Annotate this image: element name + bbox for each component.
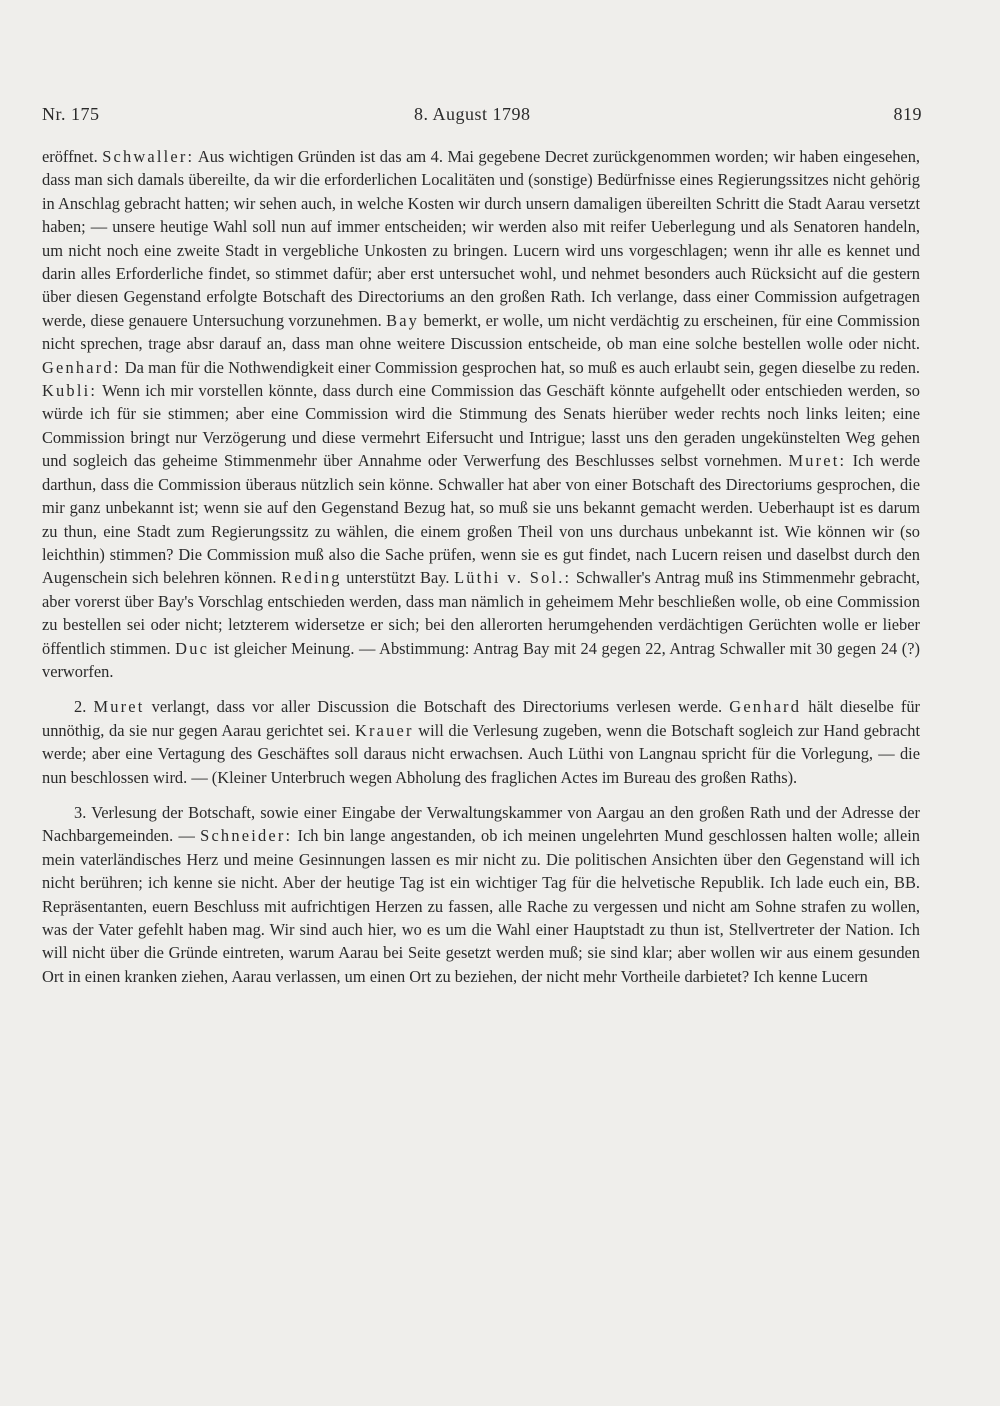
paragraph-1 bbox=[42, 145, 920, 683]
speaker-name: Muret: bbox=[788, 451, 847, 471]
text-run: Wenn ich mir vorstellen könnte, dass durch eine Commission das Geschäft könnte aufgehellt oder entschieden werden, so würde ich für sie stimmen; aber eine Commission wird die Stimmung des Senats hierüber weder rechts noch links leiten; eine Commission bringt nur Verzögerung und diese vermehrt Eifersucht und Intrigue; lasst uns den geraden ungekünstelten Weg gehen und sogleich das geheime Stimmenmehr über Annahme oder Verwerfung des Beschlusses selbst vornehmen. bbox=[42, 381, 920, 471]
document-date: 8. August 1798 bbox=[414, 104, 531, 124]
text-run: Da man für die Nothwendigkeit einer Commission gesprochen hat, so muß es auch erlaubt sein, gegen dieselbe zu reden. bbox=[120, 357, 920, 377]
text-run: 2. bbox=[74, 697, 94, 717]
text-run: unterstützt Bay. bbox=[341, 568, 455, 588]
speaker-name: Genhard: bbox=[42, 357, 121, 377]
text-run: hält dieselbe für unnöthig, da sie nur gegen Aarau gerichtet sei. bbox=[42, 697, 920, 740]
document-number: Nr. 175 bbox=[42, 104, 100, 124]
page-header bbox=[42, 104, 922, 130]
text-run: bemerkt, er wolle, um nicht verdächtig zu erscheinen, für eine Commission nicht sprechen, trage absr darauf an, dass man ohne weitere Discussion entscheide, ob man eine solche bestellen wolle oder nicht. bbox=[42, 310, 920, 354]
text-run: 3. Verlesung der Botschaft, sowie einer Eingabe der Verwaltungskammer von Aargau an den großen Rath und der Adresse der Nachbargemeinden. — bbox=[42, 802, 920, 846]
speaker-name: Genhard bbox=[729, 697, 802, 717]
speaker-name: Reding bbox=[281, 568, 342, 588]
speaker-name: Lüthi v. Sol.: bbox=[454, 568, 572, 588]
text-run: Aus wichtigen Gründen ist das am 4. Mai gegebene Decret zurückgenommen worden; wir haben eingesehen, dass man sich damals übereilte, da wir die erforderlichen Localitäten und (sonstige) Bedürfnisse eines Regierungssitzes nicht gehörig in Anschlag gebracht hatten; wir sehen auch, in welche Kosten wir durch unsern damaligen übereilten Schritt die Stadt Aarau versetzt haben; — unsere heutige Wahl soll nun auf immer entscheiden; wir werden also mit reifer Ueberlegung und als Senatoren handeln, um nicht noch eine zweite Stadt in vergebliche Unkosten zu bringen. Lucern wird uns vorgeschlagen; wenn ihr alle es kennet und darin alles Erforderliche findet, so stimmet dafür; aber erst untersuchet wohl, und nehmet besonders auch Rücksicht auf die gestern über diesen Gegenstand erfolgte Botschaft des Directoriums an den großen Rath. Ich verlange, dass einer Commission aufgetragen werde, diese genauere Untersuchung vorzunehmen. bbox=[42, 147, 920, 330]
text-run: Schwaller's Antrag muß ins Stimmenmehr gebracht, aber vorerst über Bay's Vorschlag entschieden werden, dass man nämlich in geheimem Mehr beschließen wolle, ob eine Commission zu bestellen sei oder nicht; letzterem widersetze er sich; bei den allerorten herumgehenden verdächtigen Gerüchten wolle er lieber öffentlich stimmen. bbox=[42, 568, 921, 658]
text-run: Ich werde darthun, dass die Commission überaus nützlich sein könne. Schwaller hat aber von einer Botschaft des Directoriums gesprochen, die mir ganz unbekannt ist; wenn sie auf den Gegenstand Bezug hat, so muß sie uns bekannt gemacht werden. Ueberhaupt ist es darum zu thun, eine Stadt zum Regierungssitz zu wählen, die einem großen Theil von uns durchaus unbekannt ist. Wie können wir (so leichthin) stimmen? Die Commission muß also die Sache prüfen, wenn sie es gut findet, nach Lucern reisen und daselbst durch den Augenschein sich belehren können. bbox=[42, 451, 920, 588]
paragraph-2 bbox=[42, 695, 920, 789]
speaker-name: Kubli: bbox=[42, 381, 98, 401]
text-run: ist gleicher Meinung. — Abstimmung: Antrag Bay mit 24 gegen 22, Antrag Schwaller mit 30 gegen 24 (?) verworfen. bbox=[42, 638, 920, 681]
text-run: verlangt, dass vor aller Discussion die Botschaft des Directoriums verlesen werde. bbox=[144, 697, 730, 717]
text-run: eröffnet. bbox=[42, 147, 103, 166]
speaker-name: Krauer bbox=[354, 720, 414, 740]
text-run: Ich bin lange angestanden, ob ich meinen ungelehrten Mund geschlossen halten wolle; allein mein vaterländisches Herz und meine Gesinnungen lassen es mir nicht zu. Die politischen Ansichten über den Gegenstand will ich nicht berühren; ich kenne sie nicht. Aber der heutige Tag ist ein wichtiger Tag für die helvetische Republik. Ich lade euch ein, BB. Repräsentanten, euern Beschluss mit aufrichtigen Herzen zu fassen, alle Rache zu vergessen und nicht am Sohne strafen zu wollen, was der Vater gefehlt haben mag. Wir sind auch hier, wo es um die Wahl einer Hauptstadt zu thun ist, Stellvertreter der Nation. Ich will nicht über die Gründe eintreten, warum Aarau bei Seite gesetzt werden muß; sie sind klar; aber wollen wir aus einem gesunden Ort in einen kranken ziehen, Aarau verlassen, um einen Ort zu beziehen, der nicht mehr Vortheile darbietet? Ich kenne Lucern bbox=[42, 826, 920, 986]
speaker-name: Muret bbox=[93, 697, 145, 717]
text-run: will die Verlesung zugeben, wenn die Botschaft sogleich zur Hand gebracht werde; aber eine Vertagung des Geschäftes soll daraus nicht erwachsen. Auch Lüthi von Langnau spricht für die Vorlegung, — die nun beschlossen wird. — (Kleiner Unterbruch wegen Abholung des fraglichen Actes im Bureau des großen Raths). bbox=[42, 720, 920, 787]
speaker-name: Duc bbox=[175, 638, 210, 658]
page-number: 819 bbox=[893, 104, 922, 124]
speaker-name: Bay bbox=[386, 310, 420, 330]
paragraph-3 bbox=[42, 801, 920, 988]
speaker-name: Schneider: bbox=[200, 826, 293, 846]
speaker-name: Schwaller: bbox=[102, 147, 195, 166]
document-body bbox=[42, 145, 920, 988]
